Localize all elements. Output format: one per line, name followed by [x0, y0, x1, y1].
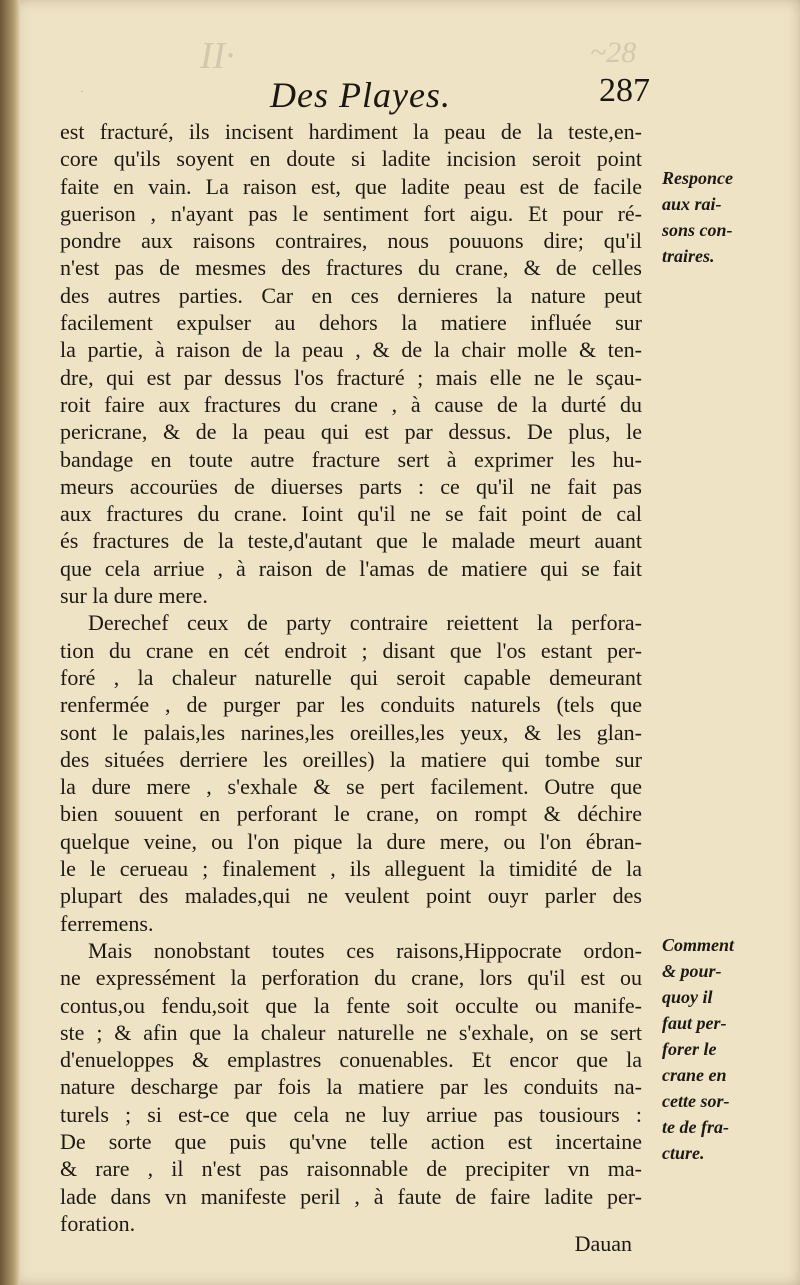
text-line: que cela arriue , à raison de l'amas de matiere qui se fait — [60, 555, 642, 581]
text-line: est fracturé, ils incisent hardiment la peau de la teste,en- — [60, 119, 642, 144]
text-line: faite en vain. La raison est, que ladite peau est de facile — [60, 173, 642, 199]
paragraph — [60, 118, 642, 609]
text-line: & rare , il n'est pas raisonnable de precipiter vn ma- — [60, 1156, 642, 1182]
margin-note-responce — [662, 165, 792, 269]
margin-note-line: Comment — [662, 935, 735, 955]
text-line: le le cerueau ; finalement , ils alleguent la timidité de la — [60, 856, 642, 882]
text-line: des autres parties. Car en ces dernieres la nature peut — [60, 282, 642, 308]
text-line: renfermée , de purger par les conduits naturels (tels que — [60, 692, 642, 718]
text-line: core qu'ils soyent en doute si ladite incision seroit point — [60, 146, 642, 172]
text-line: és fractures de la teste,d'autant que le malade meurt auant — [60, 528, 642, 554]
text-line: dre, qui est par dessus l'os fracturé ; mais elle ne le sçau- — [60, 364, 642, 390]
paragraph — [60, 609, 642, 937]
margin-note-comment — [662, 932, 792, 1166]
margin-note-line: aux rai- — [662, 194, 722, 214]
text-line: bien souuent en perforant le crane, on rompt & déchire — [60, 801, 642, 827]
bleed-through-mark: ΙΙ· — [200, 35, 235, 77]
text-line: bandage en toute autre fracture sert à exprimer les hu- — [60, 446, 642, 472]
page-number: 287 — [599, 72, 650, 109]
text-line: n'est pas de mesmes des fractures du crane, & de celles — [60, 255, 642, 281]
text-line: sont le palais,les narines,les oreilles,les yeux, & les glan- — [60, 719, 642, 745]
margin-note-line: faut per- — [662, 1013, 727, 1033]
text-line: sur la dure mere. — [60, 583, 208, 609]
text-line: ne expressément la perforation du crane, lors qu'il est ou — [60, 965, 642, 991]
text-line: facilement expulser au dehors la matiere influée sur — [60, 310, 642, 336]
margin-note-line: crane en — [662, 1065, 727, 1085]
text-line: la partie, à raison de la peau , & de la chair molle & ten- — [60, 337, 642, 363]
text-line: d'enueloppes & emplastres conuenables. Et encor que la — [60, 1047, 642, 1073]
margin-note-line: traires. — [662, 246, 715, 266]
text-line: turels ; si est-ce que cela ne luy arriue pas tousiours : — [60, 1101, 642, 1127]
page-header — [60, 74, 650, 118]
ink-blot: · — [80, 84, 84, 98]
paragraph — [60, 937, 642, 1237]
text-line: tion du crane en cét endroit ; disant que l'os estant per- — [60, 637, 642, 663]
catchword: Dauan — [574, 1231, 632, 1256]
bleed-through-mark: ~28 — [590, 36, 637, 69]
margin-note-line: quoy il — [662, 987, 713, 1007]
text-line: foré , la chaleur naturelle qui seroit capable demeurant — [60, 664, 642, 690]
text-line: roit faire aux fractures du crane , à cause de la durté du — [60, 391, 642, 417]
margin-note-line: forer le — [662, 1039, 717, 1059]
text-line: nature descharge par fois la matiere par les conduits na- — [60, 1074, 642, 1100]
text-line: aux fractures du crane. Ioint qu'il ne se fait point de cal — [60, 501, 642, 527]
text-line: plupart des malades,qui ne veulent point ouyr parler des — [60, 883, 642, 909]
running-title: Des Playes. — [270, 75, 451, 115]
text-line: quelque veine, ou l'on pique la dure mere, ou l'on ébran- — [60, 828, 642, 854]
text-line: des situées derriere les oreilles) la matiere qui tombe sur — [60, 746, 642, 772]
text-line: pondre aux raisons contraires, nous pouuons dire; qu'il — [60, 228, 642, 254]
text-line: De sorte que puis qu'vne telle action est incertaine — [60, 1128, 642, 1154]
margin-note-line: cture. — [662, 1143, 705, 1163]
text-line: guerison , n'ayant pas le sentiment fort aigu. Et pour ré- — [60, 200, 642, 226]
text-line: ste ; & afin que la chaleur naturelle ne s'exhale, on se sert — [60, 1019, 642, 1045]
margin-note-line: Responce — [662, 168, 733, 188]
margin-note-line: cette sor- — [662, 1091, 730, 1111]
text-line: Mais nonobstant toutes ces raisons,Hippocrate ordon- — [88, 937, 642, 963]
text-line: contus,ou fendu,soit que la fente soit occulte ou manife- — [60, 992, 642, 1018]
text-line: meurs accourües de diuerses parts : ce qu'il ne fait pas — [60, 473, 642, 499]
body-text — [60, 118, 642, 1237]
margin-note-line: & pour- — [662, 961, 722, 981]
text-line: ferremens. — [60, 910, 154, 936]
text-line: Derechef ceux de party contraire reiettent la perfora- — [88, 610, 642, 636]
text-line: lade dans vn manifeste peril , à faute de faire ladite per- — [60, 1183, 642, 1209]
margin-note-line: te de fra- — [662, 1117, 729, 1137]
binding-gutter — [0, 0, 20, 1285]
text-line: foration. — [60, 1210, 136, 1236]
text-line: pericrane, & de la peau qui est par dessus. De plus, le — [60, 419, 642, 445]
margin-note-line: sons con- — [662, 220, 733, 240]
text-line: la dure mere , s'exhale & se pert facilement. Outre que — [60, 774, 642, 800]
